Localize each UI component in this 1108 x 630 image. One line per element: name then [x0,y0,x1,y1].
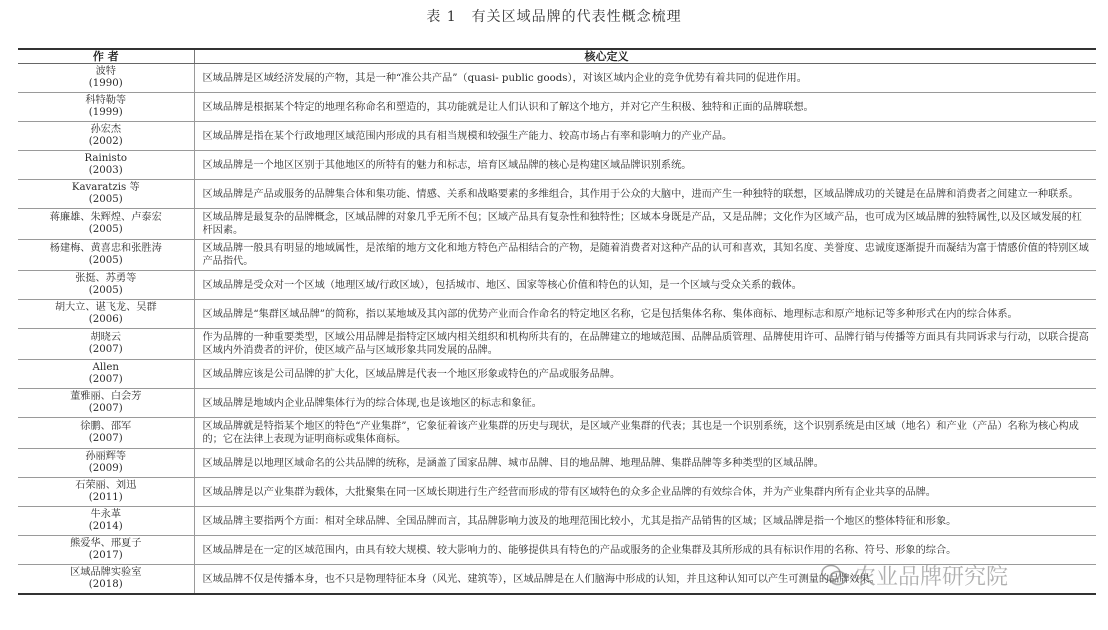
author-cell [18,209,194,240]
author-cell [18,122,194,151]
author-cell [18,93,194,122]
author-cell [18,180,194,209]
author-year: (1999) [88,107,123,118]
table-row [18,122,1096,151]
header-author: 作 者 [18,49,194,64]
author-cell [18,240,194,271]
author-year: (2007) [88,433,123,444]
author-name: Rainisto [84,153,127,164]
author-name: 孙丽辉等 [85,451,127,462]
table-row [18,478,1096,507]
author-cell [18,478,194,507]
author-name: 胡晓云 [90,332,122,343]
author-name: 区域品牌实验室 [70,567,142,578]
author-name: 蒋廉雄、朱辉煌、卢泰宏 [49,212,162,223]
author-cell [18,536,194,565]
author-name: 科特勒等 [85,95,127,106]
table-row [18,64,1096,93]
table-row [18,240,1096,271]
author-cell [18,449,194,478]
author-name: 董雅丽、白会芳 [70,391,142,402]
author-cell [18,329,194,360]
table-row [18,360,1096,389]
header-definition: 核心定义 [194,49,1096,64]
author-cell [18,64,194,93]
table-row [18,300,1096,329]
definition-cell: 区域品牌是产品或服务的品牌集合体和集功能、情感、关系和战略要素的多维组合，其作用于公众的大脑中，进而产生一种独特的联想，区域品牌成功的关键是在品牌和消费者之间建立一种联系。 [194,180,1096,209]
table-header-row [18,49,1096,64]
definition-cell: 区域品牌就是特指某个地区的特色“产业集群”，它象征着该产业集群的历史与现状，是区域产业集群的代表；其也是一个识别系统，这个识别系统是由区域（地名）和产业（产品）名称为核心构成的；它在法律上表现为证明商标或集体商标。 [194,418,1096,449]
table-body [18,64,1096,595]
author-year: (2005) [88,255,123,266]
table-row [18,507,1096,536]
author-year: (2003) [88,165,123,176]
concept-table [18,48,1096,595]
definition-cell: 区域品牌主要指两个方面：相对全球品牌、全国品牌而言，其品牌影响力波及的地理范围比较小，尤其是指产品销售的区域；区域品牌是指一个地区的整体特征和形象。 [194,507,1096,536]
definition-cell: 区域品牌是指在某个行政地理区域范围内形成的具有相当规模和较强生产能力、较高市场占有率和影响力的产业产品。 [194,122,1096,151]
author-year: (2017) [88,550,123,561]
table-row [18,329,1096,360]
author-cell [18,565,194,595]
table-row [18,151,1096,180]
author-name: 波特 [95,66,116,77]
author-year: (2005) [88,224,123,235]
watermark [820,560,1108,590]
wechat-logo-icon [820,563,848,587]
table-row [18,449,1096,478]
definition-cell: 区域品牌是在一定的区域范围内，由具有较大规模、较大影响力的、能够提供具有特色的产品或服务的企业集群及其所形成的具有标识作用的名称、符号、形象的综合。 [194,536,1096,565]
definition-cell: 区域品牌是一个地区区别于其他地区的所特有的魅力和标志，培育区域品牌的核心是构建区域品牌识别系统。 [194,151,1096,180]
author-year: (1990) [88,78,123,89]
definition-cell: 区域品牌一般具有明显的地域属性，是浓缩的地方文化和地方特色产品相结合的产物，是随着消费者对这种产品的认可和喜欢，其知名度、美誉度、忠诚度逐渐提升而凝结为富于情感价值的特别区域产品指代。 [194,240,1096,271]
author-cell [18,300,194,329]
definition-cell: 区域品牌是根据某个特定的地理名称命名和塑造的，其功能就是让人们认识和了解这个地方，并对它产生积极、独特和正面的品牌联想。 [194,93,1096,122]
definition-cell: 区域品牌是“集群区域品牌”的简称，指以某地域及其內部的优势产业而合作命名的特定地区名称，它是包括集体名称、集体商标、地理标志和原产地标记等多种形式在内的综合体系。 [194,300,1096,329]
definition-cell: 区域品牌是地域内企业品牌集体行为的综合体现,也是该地区的标志和象征。 [194,389,1096,418]
definition-cell: 区域品牌是以地理区域命名的公共品牌的统称，是涵盖了国家品牌、城市品牌、目的地品牌、地理品牌、集群品牌等多种类型的区域品牌。 [194,449,1096,478]
author-year: (2002) [88,136,123,147]
author-name: 牛永革 [90,509,122,520]
watermark-text: 农业品牌研究院 [854,564,1009,590]
author-year: (2007) [88,374,123,385]
definition-cell: 区域品牌是最复杂的品牌概念，区域品牌的对象几乎无所不包；区域产品具有复杂性和独特性；区域本身既是产品，又是品牌；文化作为区域产品，也可成为区域品牌的独特属性,以及区域发展的杠杆因素。 [194,209,1096,240]
author-name: 张挺、苏勇等 [75,273,137,284]
table-row [18,271,1096,300]
author-year: (2005) [88,194,123,205]
author-year: (2007) [88,344,123,355]
table-row [18,93,1096,122]
author-cell [18,360,194,389]
table-row [18,418,1096,449]
author-year: (2014) [88,521,123,532]
table-row [18,209,1096,240]
author-name: 熊爱华、邢夏子 [70,538,142,549]
author-cell [18,271,194,300]
table-row [18,389,1096,418]
table-caption: 表 1 有关区域品牌的代表性概念梳理 [426,9,682,25]
definition-cell: 区域品牌是以产业集群为载体，大批聚集在同一区域长期进行生产经营而形成的带有区域特色的众多企业品牌的有效综合体，并为产业集群内所有企业共享的品牌。 [194,478,1096,507]
author-year: (2005) [88,285,123,296]
author-cell [18,418,194,449]
definition-cell: 区域品牌是受众对一个区域（地理区域/行政区域），包括城市、地区、国家等核心价值和特色的认知，是一个区域与受众关系的载体。 [194,271,1096,300]
author-year: (2011) [88,492,123,503]
author-name: Allen [92,362,119,373]
definition-cell: 作为品牌的一种重要类型，区域公用品牌是指特定区域内相关组织和机构所共有的，在品牌建立的地域范围、品牌品质管理、品牌使用许可、品牌行销与传播等方面具有共同诉求与行动，以联合提高区域内外消费者的评价，使区域产品与区域形象共同发展的品牌。 [194,329,1096,360]
author-year: (2007) [88,403,123,414]
author-cell [18,151,194,180]
table-row [18,180,1096,209]
author-name: 徐鹏、邵军 [80,421,132,432]
author-year: (2006) [88,314,123,325]
author-name: 胡大立、谌飞龙、吴群 [54,302,157,313]
author-cell [18,389,194,418]
definition-cell: 区域品牌不仅是传播本身，也不只是物理特征本身（风光、建筑等），区域品牌是在人们脑海中形成的认知，并且这种认知可以产生可测量的品牌效果。 [194,565,1096,595]
definition-cell: 区域品牌应该是公司品牌的扩大化，区域品牌是代表一个地区形象或特色的产品或服务品牌。 [194,360,1096,389]
author-name: Kavaratzis 等 [71,182,140,193]
author-name: 杨建梅、黄喜忠和张胜涛 [49,243,162,254]
definition-cell: 区域品牌是区域经济发展的产物，其是一种“准公共产品”（quasi- public goods），对该区域内企业的竞争优势有着共同的促进作用。 [194,64,1096,93]
author-name: 孙宏杰 [90,124,122,135]
author-cell [18,507,194,536]
author-year: (2018) [88,579,123,590]
author-name: 石荣丽、刘迅 [75,480,137,491]
author-year: (2009) [88,463,123,474]
